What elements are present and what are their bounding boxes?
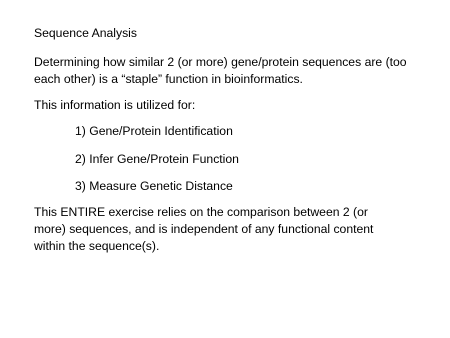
use-item-function: 2) Infer Gene/Protein Function xyxy=(75,152,239,166)
intro-paragraph: Determining how similar 2 (or more) gene/protein sequences are (too each other) is a “staple” function in bioinformatics. xyxy=(34,55,407,86)
usage-lead-text: This information is utilized for: xyxy=(34,98,196,112)
use-item-genetic-distance: 3) Measure Genetic Distance xyxy=(75,179,233,193)
use-item-identification: 1) Gene/Protein Identification xyxy=(75,124,233,138)
page-title: Sequence Analysis xyxy=(34,26,137,40)
conclusion-paragraph: This ENTIRE exercise relies on the comparison between 2 (or more) sequences, and is independent of any functional content within the sequence(s). xyxy=(34,205,374,253)
